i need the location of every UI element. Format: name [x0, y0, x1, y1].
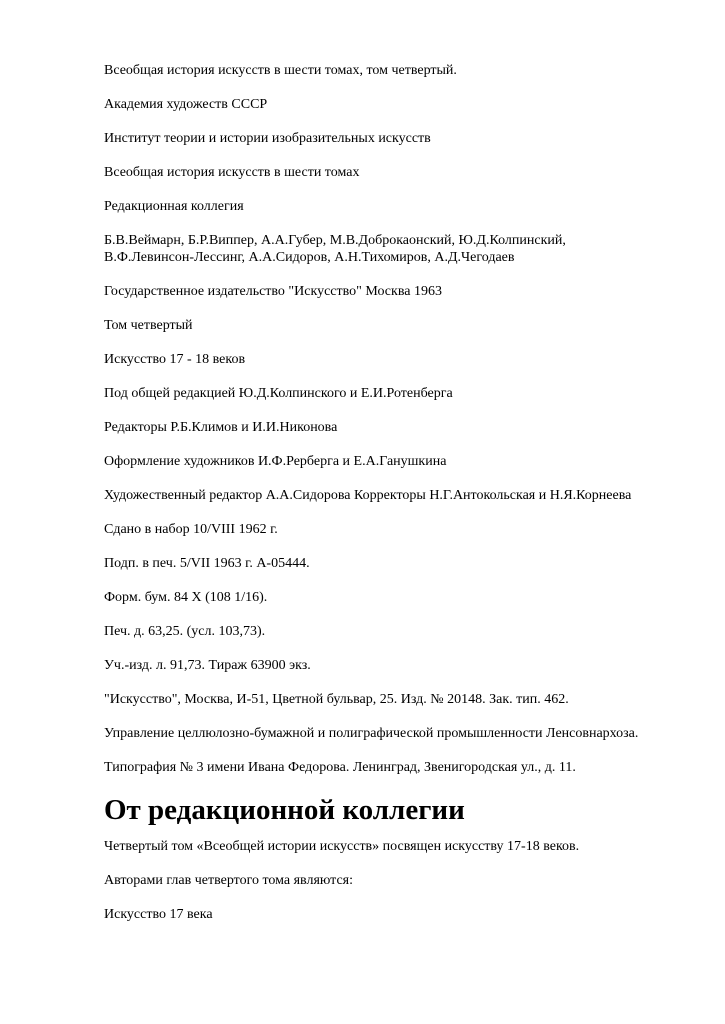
art-editor-line: Художественный редактор А.А.Сидорова Корректоры Н.Г.Антокольская и Н.Я.Корнеева [104, 488, 632, 503]
volume-subject-line: Искусство 17 - 18 веков [104, 352, 246, 367]
editors-line: Редакторы Р.Б.Климов и И.И.Никонова [104, 420, 338, 435]
editorial-board-members-line-2: В.Ф.Левинсон-Лессинг, А.А.Сидоров, А.Н.Тихомиров, А.Д.Чегодаев [104, 250, 515, 265]
editorial-board-label: Редакционная коллегия [104, 199, 244, 214]
document-page [104, 62, 704, 940]
intro-line: Четвертый том «Всеобщей истории искусств» посвящен искусству 17-18 веков. [104, 839, 580, 854]
editorial-board-members-line-1: Б.В.Веймарн, Б.Р.Виппер, А.А.Губер, М.В.Доброкаонский, Ю.Д.Колпинский, [104, 233, 566, 248]
printing-house-line: Типография № 3 имени Ивана Федорова. Ленинград, Звенигородская ул., д. 11. [104, 760, 576, 775]
management-line: Управление целлюлозно-бумажной и полиграфической промышленности Ленсовнархоза. [104, 726, 639, 741]
publisher-line: Государственное издательство "Искусство" Москва 1963 [104, 284, 442, 299]
volume-line: Том четвертый [104, 318, 193, 333]
academy-line: Академия художеств СССР [104, 97, 268, 112]
section-heading: От редакционной коллегии [104, 794, 465, 826]
design-line: Оформление художников И.Ф.Рерберга и Е.А.Ганушкина [104, 454, 447, 469]
institute-line: Институт теории и истории изобразительных искусств [104, 131, 431, 146]
general-editors-line: Под общей редакцией Ю.Д.Колпинского и Е.И.Ротенберга [104, 386, 453, 401]
chapter-line: Искусство 17 века [104, 907, 213, 922]
print-signed-line: Подп. в печ. 5/VII 1963 г. А-05444. [104, 556, 310, 571]
series-name-line: Всеобщая история искусств в шести томах [104, 165, 360, 180]
typeset-date-line: Сдано в набор 10/VIII 1962 г. [104, 522, 278, 537]
editorial-board-members [104, 232, 704, 266]
series-title-line: Всеобщая история искусств в шести томах, том четвертый. [104, 63, 457, 78]
circulation-line: Уч.-изд. л. 91,73. Тираж 63900 экз. [104, 658, 311, 673]
publisher-address-line: "Искусство", Москва, И-51, Цветной бульвар, 25. Изд. № 20148. Зак. тип. 462. [104, 692, 569, 707]
print-sheets-line: Печ. д. 63,25. (усл. 103,73). [104, 624, 266, 639]
authors-line: Авторами глав четвертого тома являются: [104, 873, 354, 888]
paper-format-line: Форм. бум. 84 Х (108 1/16). [104, 590, 268, 605]
